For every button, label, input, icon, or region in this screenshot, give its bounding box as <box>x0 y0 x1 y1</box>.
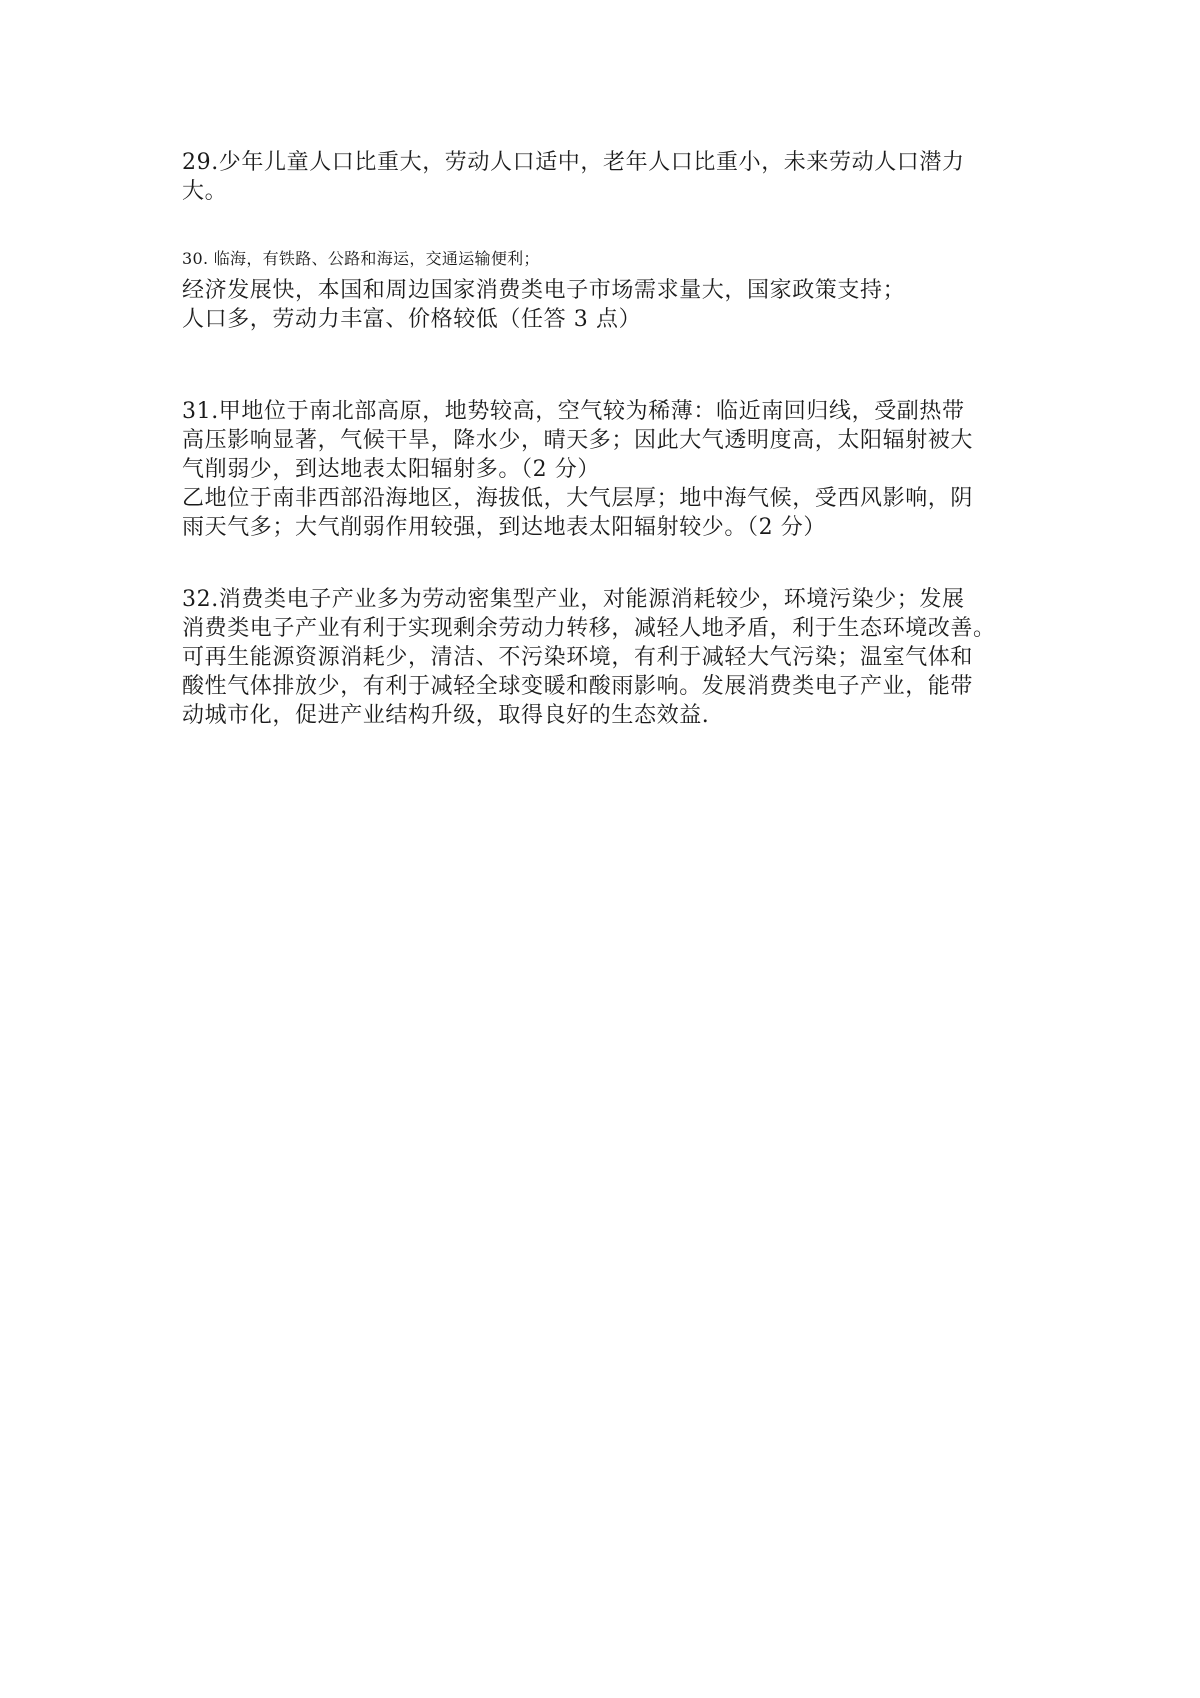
answer-32-line-5: 动城市化，促进产业结构升级，取得良好的生态效益. <box>182 703 710 728</box>
answer-30-line-1: 30. 临海，有铁路、公路和海运，交通运输便利； <box>182 249 540 268</box>
answer-31-line-4: 乙地位于南非西部沿海地区，海拔低，大气层厚；地中海气候，受西风影响，阴 <box>182 486 974 511</box>
answer-32-line-1: 32.消费类电子产业多为劳动密集型产业，对能源消耗较少，环境污染少；发展 <box>182 587 965 612</box>
answer-32-line-2: 消费类电子产业有利于实现剩余劳动力转移，减轻人地矛盾，利于生态环境改善。 <box>182 616 996 641</box>
answer-30-line-2: 经济发展快，本国和周边国家消费类电子市场需求量大，国家政策支持； <box>182 278 906 303</box>
answer-32-line-3: 可再生能源资源消耗少，清洁、不污染环境，有利于减轻大气污染；温室气体和 <box>182 645 974 670</box>
answer-29-line-1: 29.少年儿童人口比重大，劳动人口适中，老年人口比重小，未来劳动人口潜力 <box>182 150 965 175</box>
answer-31 <box>182 397 1032 542</box>
answer-30-line-3: 人口多，劳动力丰富、价格较低（任答 3 点） <box>182 307 642 332</box>
answer-31-line-1: 31.甲地位于南北部高原，地势较高，空气较为稀薄：临近南回归线，受副热带 <box>182 399 965 424</box>
answer-29-line-2: 大。 <box>182 179 228 204</box>
answer-29 <box>182 148 1032 206</box>
answer-31-line-5: 雨天气多；大气削弱作用较强，到达地表太阳辐射较少。（2 分） <box>182 515 826 540</box>
answer-31-line-3: 气削弱少，到达地表太阳辐射多。（2 分） <box>182 457 600 482</box>
answer-32-line-4: 酸性气体排放少，有利于减轻全球变暖和酸雨影响。发展消费类电子产业，能带 <box>182 674 974 699</box>
answer-30 <box>182 248 1032 334</box>
answer-31-line-2: 高压影响显著，气候干旱，降水少，晴天多；因此大气透明度高，太阳辐射被大 <box>182 428 974 453</box>
answer-32 <box>182 585 1032 730</box>
